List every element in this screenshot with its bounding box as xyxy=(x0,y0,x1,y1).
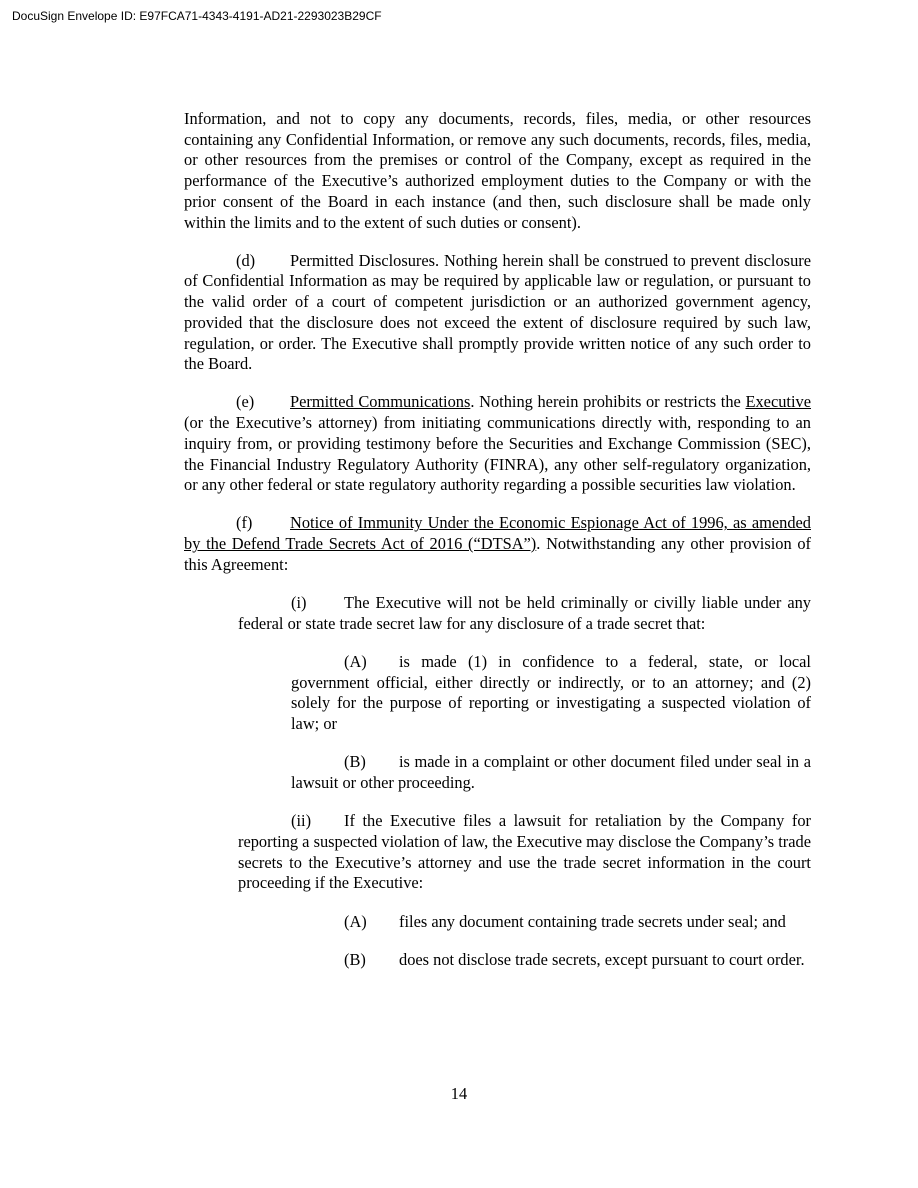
marker-ii-b: (B) xyxy=(344,949,366,969)
paragraph-ii-b-text: does not disclose trade secrets, except pursuant to court order. xyxy=(399,949,805,969)
paragraph-continuation: Information, and not to copy any documents, records, files, media, or other resources containing any Confidential Information, or remove any such documents, records, files, media, or other resources from the premises or control of the Company, except as required in the performance of the Executive’s authorized employment duties to the Company or with the prior consent of the Board in each instance (and then, such disclosure shall be made only within the limits and to the extent of such duties or consent). xyxy=(184,109,811,232)
marker-e: (e) xyxy=(236,392,255,412)
marker-ii: (ii) xyxy=(291,811,312,831)
marker-i: (i) xyxy=(291,593,307,613)
paragraph-e-text-1: . Nothing herein prohibits or restricts the xyxy=(470,392,746,412)
paragraph-i-a xyxy=(291,652,811,735)
paragraph-ii-a-text: files any document containing trade secrets under seal; and xyxy=(399,911,786,931)
marker-ii-a: (A) xyxy=(344,911,367,931)
heading-notice-of-immunity: Notice of Immunity Under the Economic Espionage Act of 1996, as amended by the Defend Trade Secrets Act of 2016 (“DTSA”) xyxy=(184,513,811,554)
paragraph-ii-text: If the Executive files a lawsuit for retaliation by the Company for reporting a suspected violation of law, the Executive may disclose the Company’s trade secrets to the Executive’s attorney and use the trade secret information in the court proceeding if the Executive: xyxy=(238,811,811,893)
paragraph-e xyxy=(184,392,811,496)
page-number: 14 xyxy=(450,1084,468,1103)
paragraph-ii-a xyxy=(291,912,811,933)
paragraph-i xyxy=(238,593,811,634)
envelope-id: DocuSign Envelope ID: E97FCA71-4343-4191-AD21-2293023B29CF xyxy=(12,9,382,23)
marker-i-a: (A) xyxy=(344,651,367,671)
paragraph-d xyxy=(184,251,811,375)
paragraph-e-text-2: (or the Executive’s attorney) from initiating communications directly with, responding to an inquiry from, or providing testimony before the Securities and Exchange Commission (SEC), the Financial Industry Regulatory Authority (FINRA), any other self-regulatory organization, or any other federal or state regulatory authority regarding a possible securities law violation. xyxy=(184,413,811,495)
paragraph-f-text: . Notwithstanding any other provision of this Agreement: xyxy=(184,534,811,574)
paragraph-d-text: Permitted Disclosures. Nothing herein shall be construed to prevent disclosure of Confidential Information as may be required by applicable law or regulation, or pursuant to the valid order of a court of competent jurisdiction or an authorized government agency, provided that the disclosure does not exceed the extent of disclosure required by such law, regulation, or order. The Executive shall promptly provide written notice of any such order to the Board. xyxy=(184,250,811,374)
paragraph-f xyxy=(184,513,811,575)
marker-d: (d) xyxy=(236,250,256,270)
paragraph-i-a-text: is made (1) in confidence to a federal, state, or local government official, either directly or indirectly, or to an attorney; and (2) solely for the purpose of reporting or investigating a suspected violation of law; or xyxy=(291,651,811,734)
executive-term: Executive xyxy=(745,392,811,412)
paragraph-ii-b xyxy=(291,950,811,971)
marker-f: (f) xyxy=(236,513,253,533)
heading-permitted-communications: Permitted Communications xyxy=(290,392,471,412)
paragraph-ii xyxy=(238,811,811,894)
document-body xyxy=(184,109,811,970)
paragraph-i-b-text: is made in a complaint or other document filed under seal in a lawsuit or other proceeding. xyxy=(291,752,811,792)
marker-i-b: (B) xyxy=(344,752,366,772)
paragraph-i-b xyxy=(291,752,811,793)
paragraph-i-text: The Executive will not be held criminally or civilly liable under any federal or state trade secret law for any disclosure of a trade secret that: xyxy=(238,593,811,633)
